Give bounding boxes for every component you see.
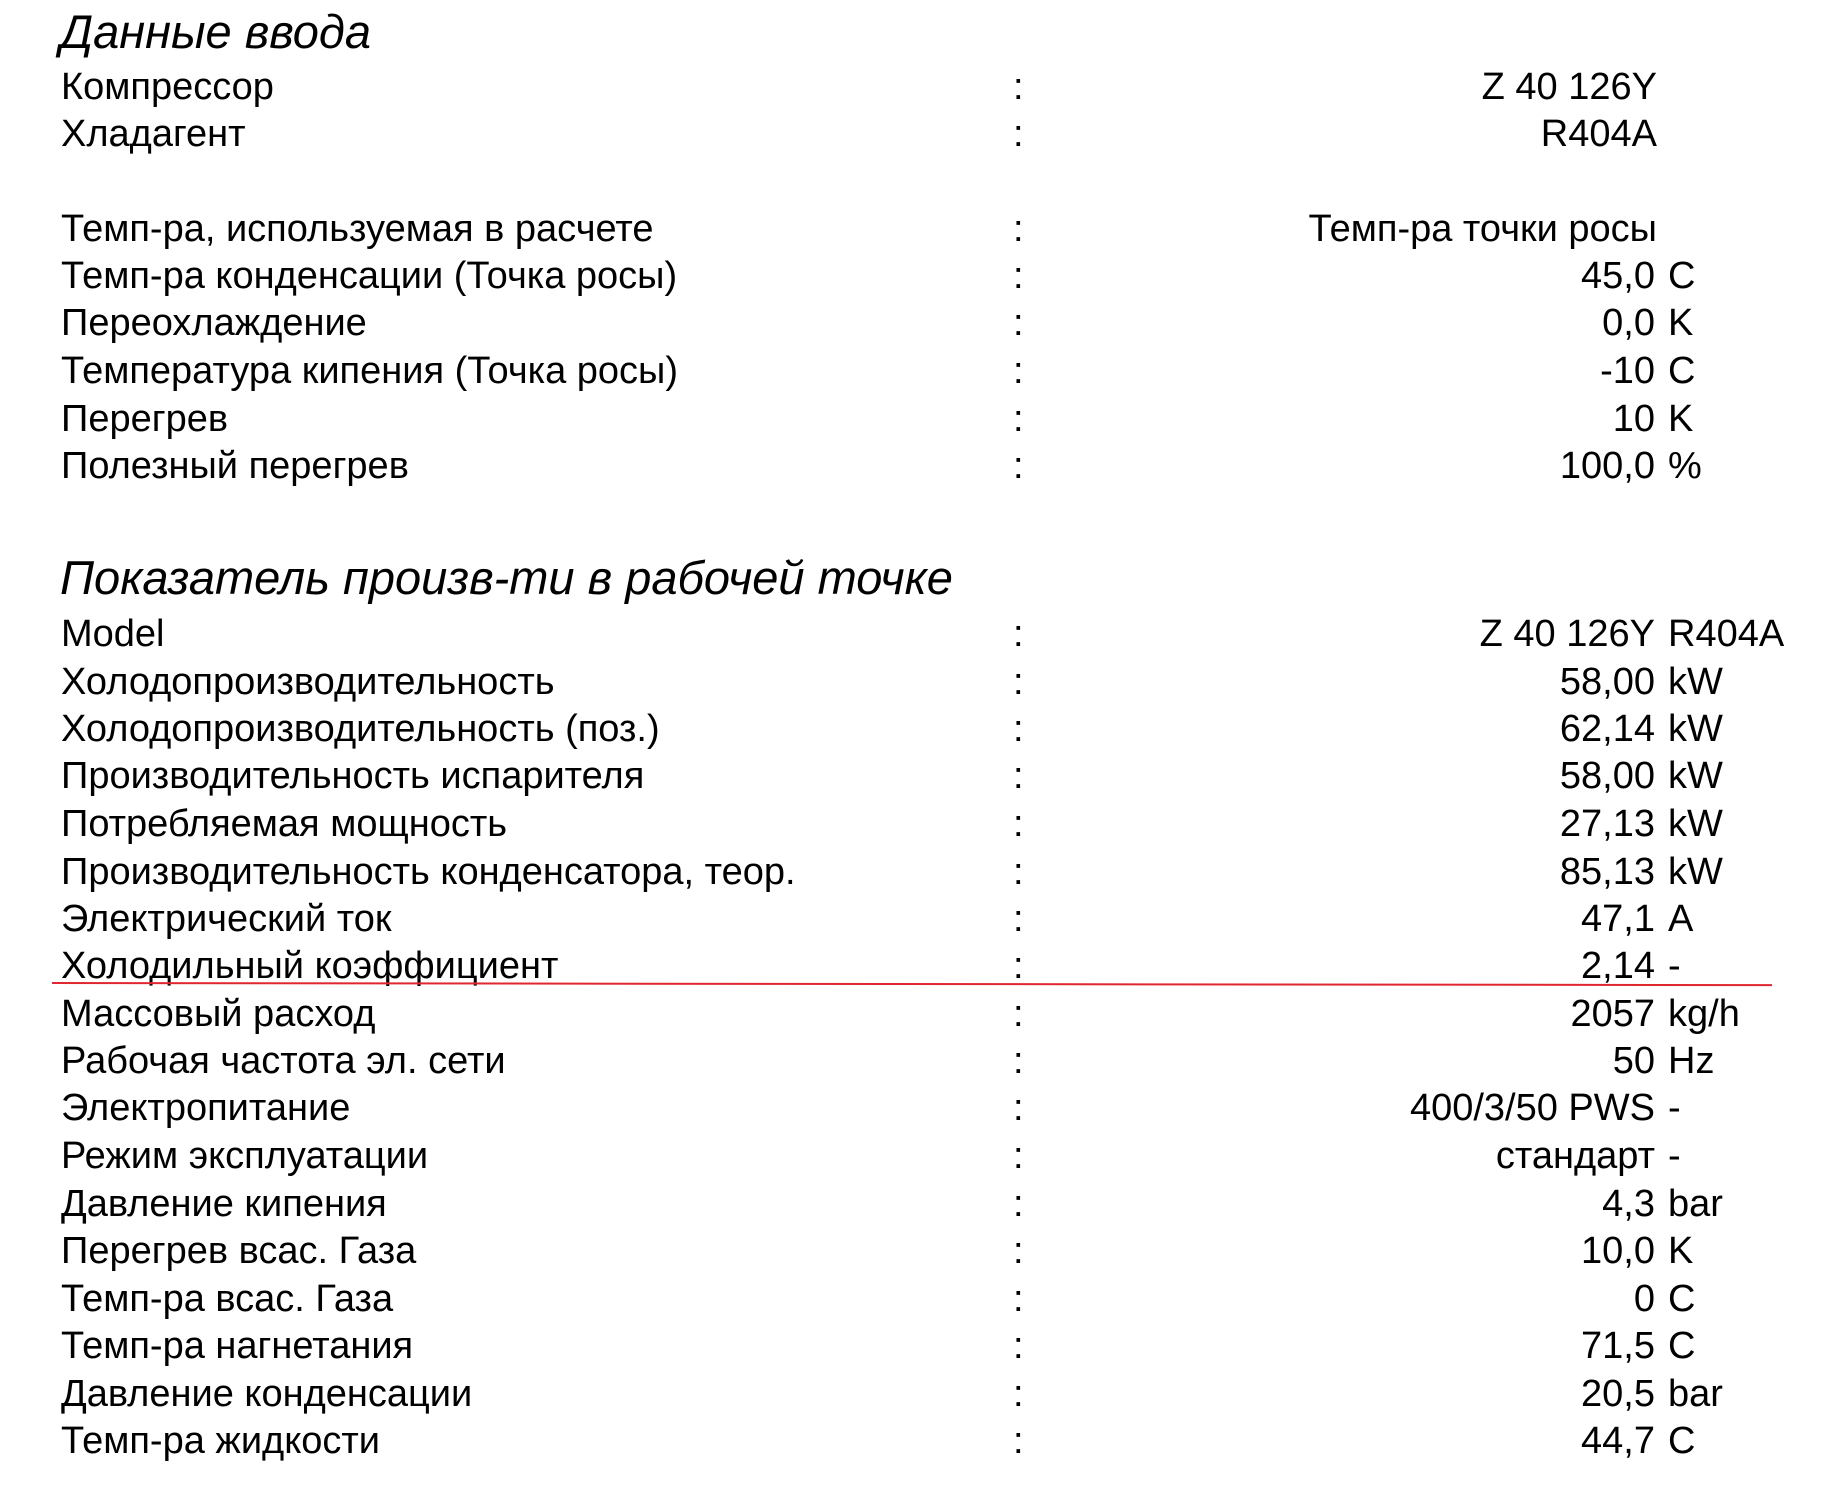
row-label: Темп-ра всас. Газа <box>61 1278 394 1320</box>
row-colon: : <box>1013 1420 1024 1462</box>
row-unit: kW <box>1668 851 1723 893</box>
row-value: 2057 <box>1570 993 1655 1035</box>
row-label: Производительность испарителя <box>61 755 645 797</box>
performance-section-title: Показатель произв-ти в рабочей точке <box>60 551 953 604</box>
input-row-refrigerant <box>0 110 1835 158</box>
perf-row-model <box>0 610 1835 658</box>
perf-row-mass-flow <box>0 990 1835 1038</box>
row-colon: : <box>1013 255 1024 297</box>
row-value: -10 <box>1600 350 1655 392</box>
row-colon: : <box>1013 1040 1024 1082</box>
row-colon: : <box>1013 1373 1024 1415</box>
row-label: Давление конденсации <box>61 1373 473 1415</box>
row-unit: C <box>1668 1278 1696 1320</box>
row-label: Темп-ра жидкости <box>61 1420 381 1462</box>
row-unit: kW <box>1668 661 1723 703</box>
row-label: Темп-ра конденсации (Точка росы) <box>61 255 678 297</box>
perf-row-cooling-capacity <box>0 658 1835 706</box>
row-unit: - <box>1668 1087 1681 1129</box>
row-unit: C <box>1668 350 1696 392</box>
row-colon: : <box>1013 445 1024 487</box>
row-colon: : <box>1013 398 1024 440</box>
row-colon: : <box>1013 708 1024 750</box>
row-colon: : <box>1013 1230 1024 1272</box>
row-label: Перегрев всас. Газа <box>61 1230 417 1272</box>
perf-row-suction-superheat <box>0 1227 1835 1275</box>
row-value: 62,14 <box>1559 708 1655 750</box>
row-colon: : <box>1013 1087 1024 1129</box>
row-colon: : <box>1013 350 1024 392</box>
row-value: 100,0 <box>1559 445 1655 487</box>
row-unit: C <box>1668 1325 1696 1367</box>
row-colon: : <box>1013 66 1024 108</box>
row-value: 4,3 <box>1602 1183 1655 1225</box>
perf-row-condensing-pressure <box>0 1370 1835 1418</box>
row-unit: kW <box>1668 755 1723 797</box>
row-label: Полезный перегрев <box>61 445 409 487</box>
row-value: 0,0 <box>1602 302 1655 344</box>
row-value: 44,7 <box>1581 1420 1655 1462</box>
input-row-subcooling <box>0 299 1835 347</box>
row-label: Холодопроизводительность <box>61 661 555 703</box>
row-unit: R404A <box>1668 613 1785 655</box>
row-unit: - <box>1668 945 1681 987</box>
row-value: Темп-ра точки росы <box>1308 208 1657 250</box>
row-unit: bar <box>1668 1373 1723 1415</box>
perf-row-suction-gas-temp <box>0 1275 1835 1323</box>
perf-row-current <box>0 895 1835 943</box>
perf-row-operating-mode <box>0 1132 1835 1180</box>
row-value: 400/3/50 PWS <box>1409 1087 1655 1129</box>
row-value: 71,5 <box>1581 1325 1655 1367</box>
row-colon: : <box>1013 302 1024 344</box>
perf-row-frequency <box>0 1037 1835 1085</box>
row-label: Темп-ра нагнетания <box>61 1325 414 1367</box>
row-colon: : <box>1013 113 1024 155</box>
row-value: R404A <box>1540 113 1657 155</box>
row-value: 10,0 <box>1581 1230 1655 1272</box>
row-value: Z 40 126Y <box>1479 613 1655 655</box>
row-value: 0 <box>1633 1278 1655 1320</box>
row-colon: : <box>1013 1278 1024 1320</box>
perf-row-power-supply <box>0 1084 1835 1132</box>
input-row-superheat <box>0 395 1835 443</box>
row-colon: : <box>1013 803 1024 845</box>
row-label: Потребляемая мощность <box>61 803 508 845</box>
row-label: Рабочая частота эл. сети <box>61 1040 506 1082</box>
row-value: 27,13 <box>1559 803 1655 845</box>
row-label: Model <box>61 613 165 655</box>
row-unit: K <box>1668 398 1694 440</box>
input-row-condensing-temp <box>0 252 1835 300</box>
row-colon: : <box>1013 661 1024 703</box>
row-unit: C <box>1668 255 1696 297</box>
perf-row-cooling-capacity-pos <box>0 705 1835 753</box>
input-row-calc-temp <box>0 205 1835 253</box>
row-colon: : <box>1013 613 1024 655</box>
row-value: 20,5 <box>1581 1373 1655 1415</box>
row-unit: % <box>1668 445 1702 487</box>
row-unit: Hz <box>1668 1040 1715 1082</box>
row-label: Хладагент <box>61 113 246 155</box>
row-unit: - <box>1668 1135 1681 1177</box>
row-unit: K <box>1668 1230 1694 1272</box>
row-colon: : <box>1013 755 1024 797</box>
row-value: стандарт <box>1495 1135 1655 1177</box>
row-value: 58,00 <box>1559 661 1655 703</box>
row-colon: : <box>1013 208 1024 250</box>
row-label: Электрический ток <box>61 898 392 940</box>
row-colon: : <box>1013 1135 1024 1177</box>
input-row-evaporating-temp <box>0 347 1835 395</box>
row-unit: bar <box>1668 1183 1723 1225</box>
row-value: 85,13 <box>1559 851 1655 893</box>
row-colon: : <box>1013 993 1024 1035</box>
row-value: 10 <box>1612 398 1655 440</box>
row-label: Перегрев <box>61 398 229 440</box>
row-label: Режим эксплуатации <box>61 1135 429 1177</box>
row-unit: K <box>1668 302 1694 344</box>
input-row-useful-superheat <box>0 442 1835 490</box>
perf-row-liquid-temp <box>0 1417 1835 1465</box>
row-value: 45,0 <box>1581 255 1655 297</box>
row-colon: : <box>1013 898 1024 940</box>
row-colon: : <box>1013 1183 1024 1225</box>
row-value: 58,00 <box>1559 755 1655 797</box>
row-label: Электропитание <box>61 1087 351 1129</box>
row-unit: kW <box>1668 803 1723 845</box>
row-label: Массовый расход <box>61 993 376 1035</box>
row-unit: kW <box>1668 708 1723 750</box>
row-label: Производительность конденсатора, теор. <box>61 851 796 893</box>
perf-row-suction-pressure <box>0 1180 1835 1228</box>
perf-row-evaporator-capacity <box>0 752 1835 800</box>
row-label: Температура кипения (Точка росы) <box>61 350 678 392</box>
row-label: Переохлаждение <box>61 302 367 344</box>
row-colon: : <box>1013 945 1024 987</box>
row-value: 2,14 <box>1581 945 1655 987</box>
perf-row-discharge-temp <box>0 1322 1835 1370</box>
row-unit: kg/h <box>1668 993 1740 1035</box>
row-label: Холодильный коэффициент <box>61 945 559 987</box>
input-row-compressor <box>0 63 1835 111</box>
row-unit: A <box>1668 898 1694 940</box>
row-unit: C <box>1668 1420 1696 1462</box>
perf-row-condenser-capacity <box>0 848 1835 896</box>
row-value: 50 <box>1612 1040 1655 1082</box>
input-section-title: Данные ввода <box>60 5 372 58</box>
row-colon: : <box>1013 1325 1024 1367</box>
perf-row-power-input <box>0 800 1835 848</box>
row-label: Холодопроизводительность (поз.) <box>61 708 660 750</box>
row-label: Давление кипения <box>61 1183 387 1225</box>
row-label: Темп-ра, используемая в расчете <box>61 208 654 250</box>
row-colon: : <box>1013 851 1024 893</box>
row-value: 47,1 <box>1581 898 1655 940</box>
row-label: Компрессор <box>61 66 274 108</box>
row-value: Z 40 126Y <box>1481 66 1657 108</box>
